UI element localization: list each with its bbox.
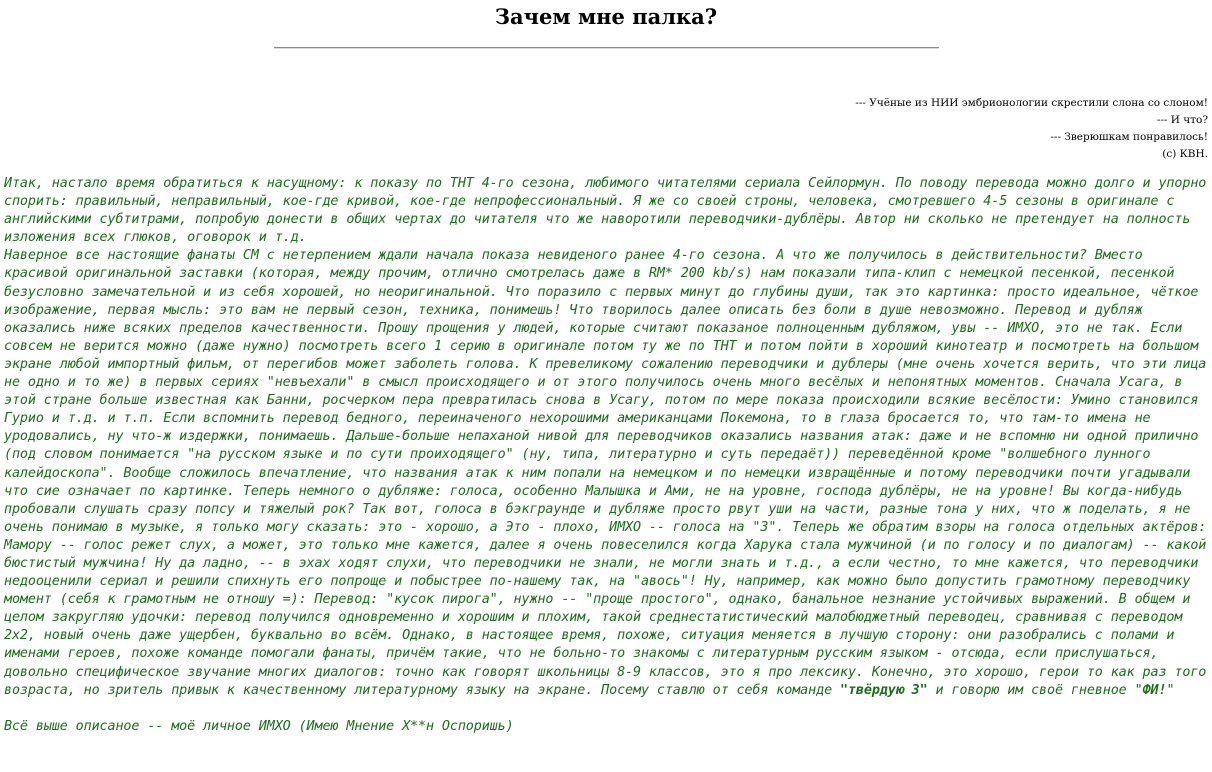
paragraph-gap bbox=[4, 700, 1209, 718]
article-text: и говорю им своё гневное " bbox=[927, 682, 1143, 698]
article-text: " bbox=[1166, 682, 1175, 698]
epigraph-line: --- И что? bbox=[1156, 114, 1208, 126]
grade-emphasis: "твёрдую 3" bbox=[840, 682, 928, 698]
fi-emphasis: ФИ! bbox=[1142, 682, 1167, 698]
article-paragraph-main bbox=[4, 247, 1209, 699]
epigraph-attribution: (с) КВН. bbox=[1162, 148, 1208, 160]
epigraph bbox=[855, 95, 1208, 163]
article-paragraph-intro: Итак, настало время обратиться к насущному: к показу по ТНТ 4-го сезона, любимого читателями сериала Сейлормун. По поводу перевода можно долго и упорно спорить: правильный, неправильный, кое-где кривой, кое-где непрофессиональный. Я же со своей строны, человека, смотревшего 4-5 сезоны в оригинале с английскими субтитрами, попробую донести в общих чертах до читателя что же наворотили переводчики-дублёры. Автор ни сколько не претендует на полность изложения всех глюков, оговорок и т.д. bbox=[4, 176, 1207, 246]
title-divider bbox=[274, 47, 939, 49]
article-paragraph-closing: Всё выше описаное -- моё личное ИМХО (Имею Мнение Х**н Оспоришь) bbox=[4, 718, 514, 734]
article-body bbox=[4, 175, 1209, 736]
epigraph-line: --- Учёные из НИИ эмбрионологии скрестили слона со слоном! bbox=[855, 97, 1208, 109]
page-title: Зачем мне палка? bbox=[494, 4, 718, 29]
epigraph-line: --- Зверюшкам понравилось! bbox=[1050, 131, 1208, 143]
article-text: Наверное все настоящие фанаты СМ с нетерпением ждали начала показа невиденого ранее 4-го сезона. А что же получилось в действительности? Вместо красивой оригинальной заставки (которая, между прочим, отлично смотрелась даже в RM* 200 kb/s) нам показали типа-клип с немецкой песенкой, песенкой безусловно замечательной и из себя хорошей, но неоригинальной. Что поразило с первых минут до глубины души, так это картинка: просто идеальное, чёткое изображение, первая мысль: это вам не первый сезон, техника, понимешь! Что творилось далее описать без боли в душе невозможно. Перевод и дубляж оказались ниже всяких пределов качественности. Прошу прощения у людей, которые считают показаное полноценным дубляжом, увы -- ИМХО, это не так. Если совсем не верится можно (даже нужно) посмотреть всего 1 серию в оригинале потом ту же по ТНТ и потом пойти в хороший кинотеатр и посмотреть на большом экране любой импортный фильм, от перегибов может заболеть голова. К превеликому сожалению переводчики и дублеры (мне очень хочется верить, что эти лица не одно и то же) в первых сериях "невъехали" в смысл происходящего и от этого получилось очень много весёлых и непонятных моментов. Сначала Усага, в этой стране больше известная как Банни, росчерком пера превратилась снова в Усагу, потом по мере показа происходили всякие весёлости: Умино становился Гурио и т.д. и т.п. Если вспомнить перевод бедного, переиначеного нехорошими американцами Покемона, то в глаза бросается то, что там-то имена не уродовались, ну что-ж издержки, понимаешь. Дальше-больше непаханой нивой для переводчиков оказались названия атак: даже и не вспомню ни одной прилично (под словом понимается "на русском языке и по сути проиходящего" (ну, типа, литературно и суть передаёт)) переведённой кроме "волшебного лунного калейдоскопа". Вообще сложилось впечатление, что названия атак к ним попали на немецком и по немецки извращённые и потому переводчики почти угадывали что сие означает по картинке. Теперь немного о дубляже: голоса, особенно Малышка и Ами, не на уровне, господа дублёры, не на уровне! Вы когда-нибудь пробовали слушать сразу попсу и тяжелый рок? Так вот, голоса в бэкграунде и дубляже просто рвут уши на части, разные тона у них, что ж поделать, я не очень понимаю в музыке, я только могу сказать: это - хорошо, а Это - плохо, ИМХО -- голоса на "3". Теперь же обратим взоры на голоса отдельных актёров: Мамору -- голос режет слух, а может, это только мне кажется, далее я очень повеселился когда Харука стала мужчиной (и по голосу и по диалогам) -- какой бюстистый мужчина! Ну да ладно, -- в эхах ходят слухи, что переводчики не знали, не могли знать и т.д., а если честно, то мне кажется, что переводчики недооценили сериал и решили спихнуть его попроще и побыстрее по-нашему так, на "авось"! Ну, например, как можно было допустить грамотному переводчику момент (себя к грамотным не отношу =): Перевод: "кусок пирога", нужно -- "проще простого", однако, банальное незнание устойчивых выражений. В общем и целом закругляю удочки: перевод получился одновременно и хорошим и плохим, такой среднестатистический малобюджетный переводец, сравнивая с переводом 2х2, новый очень даже ущербен, буквально во всём. Однако, в настоящее время, похоже, ситуация меняется в лучшую сторону: они разобрались с полами и именами героев, похоже команде помогали фанаты, причём такие, что не больно-то знакомы с литературным русским языком - отсюда, если прислушаться, довольно специфическое звучание многих диалогов: точно как говорят школьницы 8-9 классов, это я про лексику. Конечно, это хорошо, герои то как раз того возраста, но зритель привык к качественному литературному языку на экране. Посему ставлю от себя команде bbox=[4, 248, 1207, 698]
